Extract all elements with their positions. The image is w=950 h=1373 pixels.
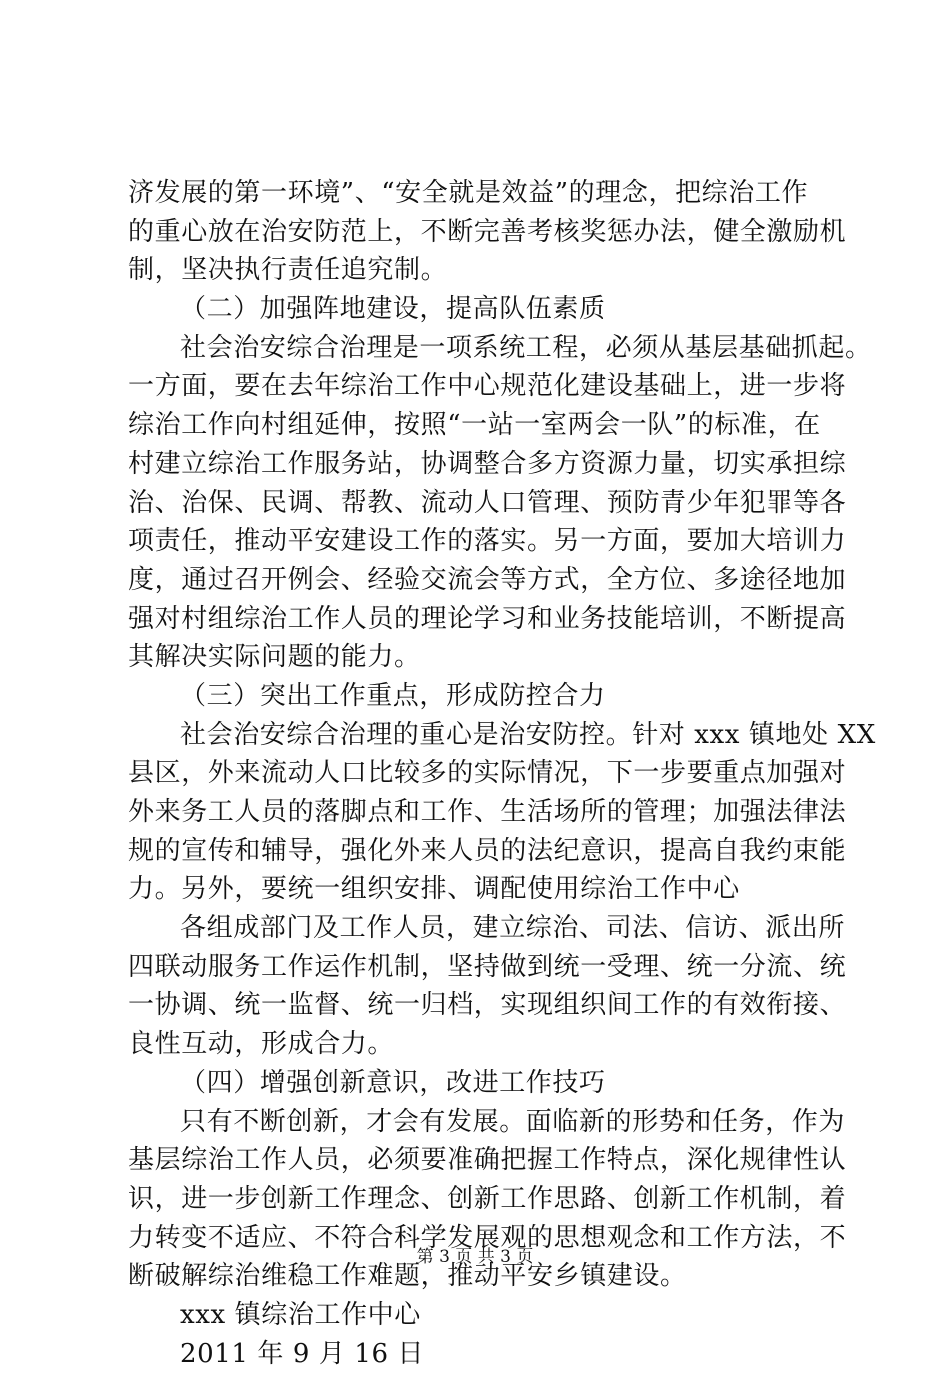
text-line: 项责任，推动平安建设工作的落实。另一方面，要加大培训力 (128, 526, 847, 557)
text-line: 村建立综治工作服务站，协调整合多方资源力量，切实承担综 (128, 448, 847, 479)
section-heading-4: （四）增强创新意识，改进工作技巧 (180, 1067, 606, 1098)
text-line: 规的宣传和辅导，强化外来人员的法纪意识，提高自我约束能 (128, 835, 847, 866)
text-line: 治、治保、民调、帮教、流动人口管理、预防青少年犯罪等各 (128, 487, 847, 518)
text-line: 只有不断创新，才会有发展。面临新的形势和任务，作为 (180, 1106, 846, 1137)
text-line: 其解决实际问题的能力。 (128, 642, 421, 673)
page-footer: 第 3 页 共 3 页 (416, 1247, 534, 1267)
text-line: 外来务工人员的落脚点和工作、生活场所的管理；加强法律法 (128, 797, 847, 827)
text-line: 社会治安综合治理的重心是治安防控。针对 xxx 镇地处 XX (180, 719, 876, 750)
signature-date: 2011 年 9 月 16 日 (180, 1338, 425, 1369)
signature-org: xxx 镇综治工作中心 (180, 1299, 421, 1330)
text-line: 度，通过召开例会、经验交流会等方式，全方位、多途径地加 (128, 564, 847, 595)
text-line: 基层综治工作人员，必须要准确把握工作特点，深化规律性认 (128, 1145, 847, 1176)
text-line: 县区，外来流动人口比较多的实际情况，下一步要重点加强对 (128, 758, 847, 789)
text-line: 社会治安综合治理是一项系统工程，必须从基层基础抓起。 (180, 332, 872, 363)
text-line: 制，坚决执行责任追究制。 (128, 255, 448, 286)
text-line: 的重心放在治安防范上，不断完善考核奖惩办法，健全激励机 (128, 216, 847, 247)
text-line: 强对村组综治工作人员的理论学习和业务技能培训，不断提高 (128, 603, 847, 634)
text-line: 一方面，要在去年综治工作中心规范化建设基础上，进一步将 (128, 371, 847, 402)
text-line: 综治工作向村组延伸，按照“一站一室两会一队”的标准，在 (128, 410, 821, 441)
section-heading-2: （二）加强阵地建设，提高队伍素质 (180, 294, 606, 325)
text-line: 力。另外，要统一组织安排、调配使用综治工作中心 (128, 874, 740, 905)
text-line: 一协调、统一监督、统一归档，实现组织间工作的有效衔接、 (128, 990, 847, 1021)
text-line: 四联动服务工作运作机制，坚持做到统一受理、统一分流、统 (128, 951, 847, 982)
body-text (128, 174, 876, 1373)
section-heading-3: （三）突出工作重点，形成防控合力 (180, 680, 606, 711)
text-line: 良性互动，形成合力。 (128, 1029, 395, 1060)
text-line: 断破解综治维稳工作难题，推动平安乡镇建设。 (128, 1261, 687, 1292)
text-line: 识，进一步创新工作理念、创新工作思路、创新工作机制，着 (128, 1183, 847, 1214)
text-line: 济发展的第一环境”、“安全就是效益”的理念，把综治工作 (128, 178, 809, 208)
text-line: 力转变不适应、不符合科学发展观的思想观念和工作方法，不 (128, 1222, 847, 1253)
text-line: 各组成部门及工作人员，建立综治、司法、信访、派出所 (180, 913, 846, 944)
